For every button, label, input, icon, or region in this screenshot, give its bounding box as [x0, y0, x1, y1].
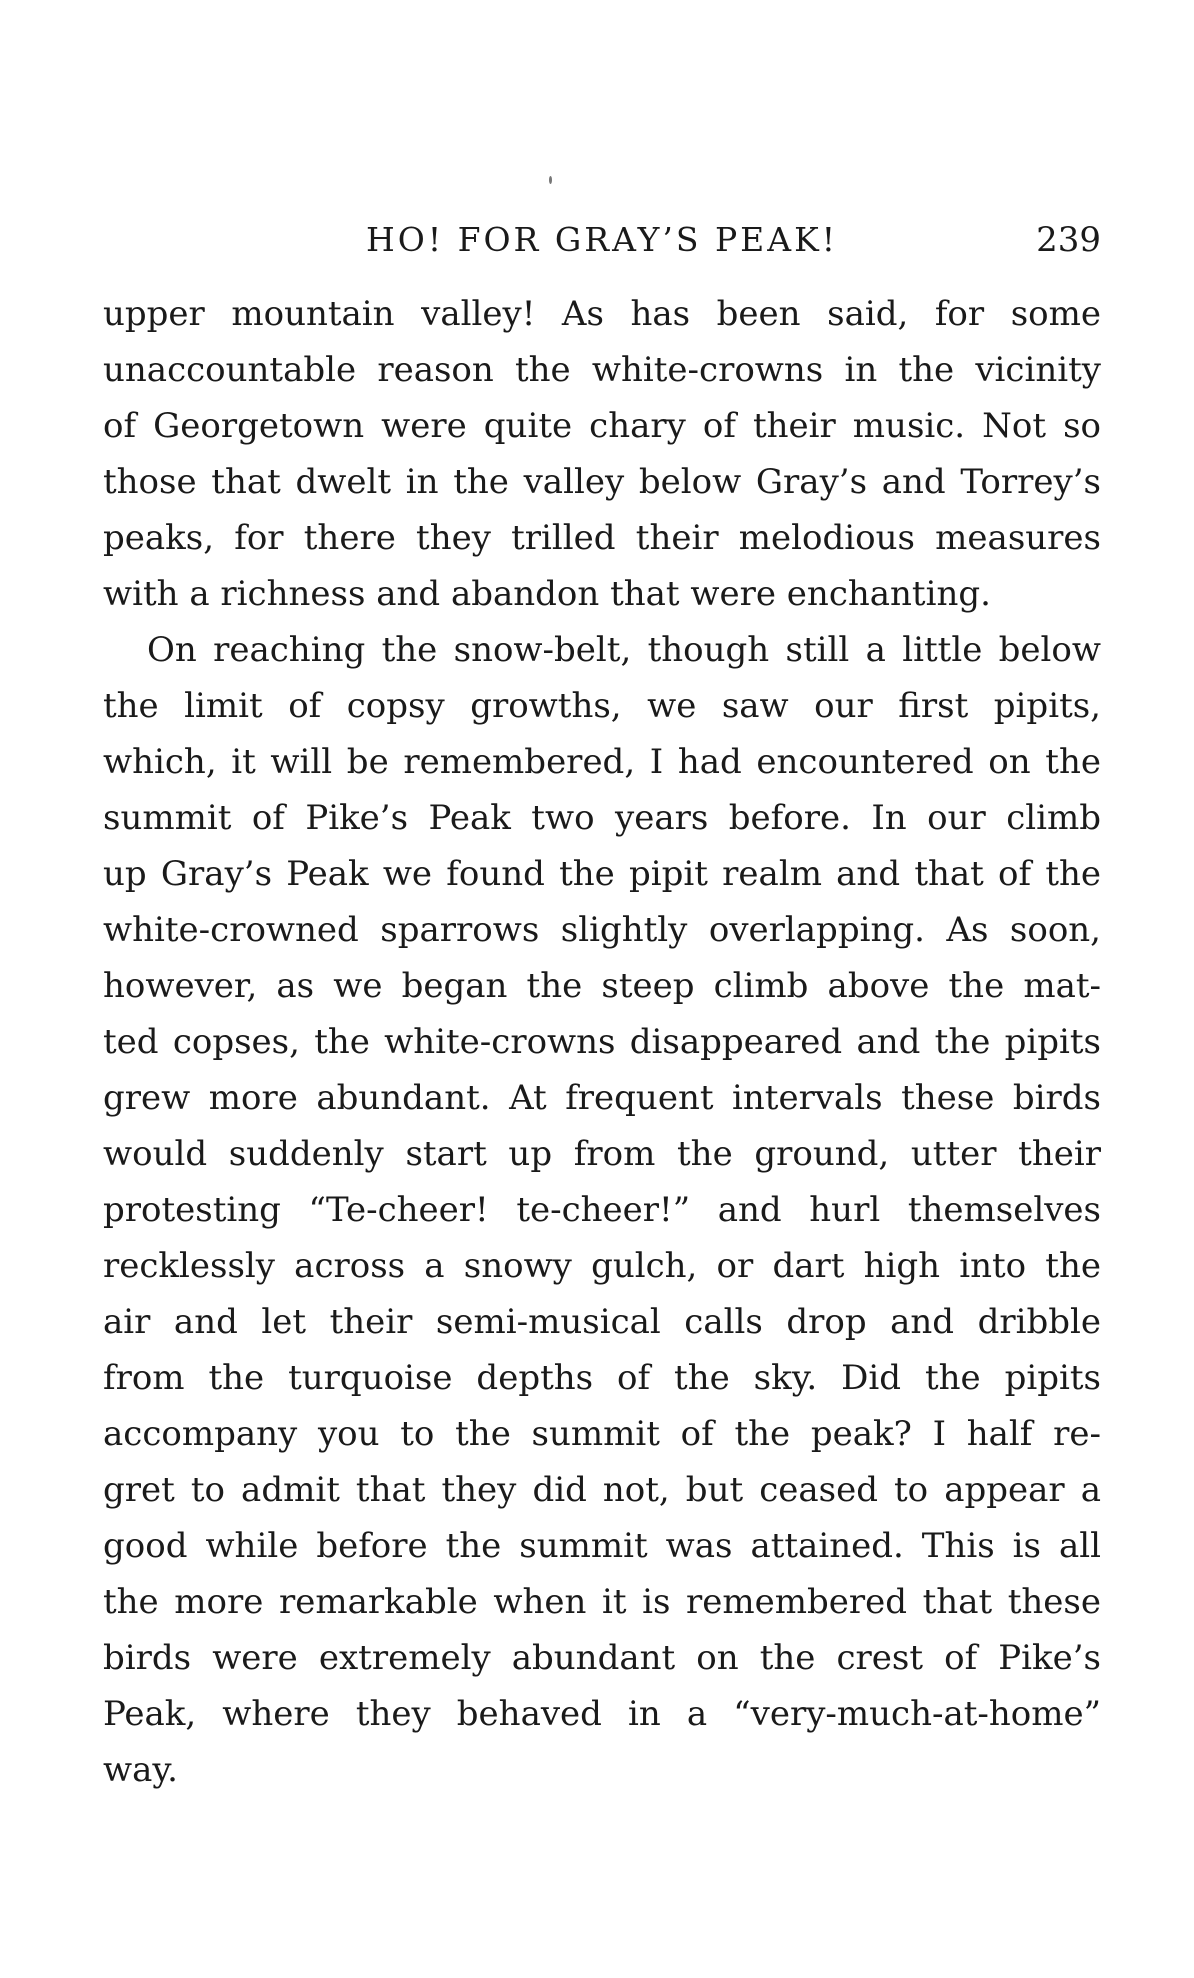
text-line: protesting “Te-cheer! te-cheer!” and hurl themselves: [103, 1190, 1101, 1230]
text-line: those that dwelt in the valley below Gray’s and Torrey’s: [103, 462, 1101, 502]
text-line: of Georgetown were quite chary of their music. Not so: [103, 406, 1101, 446]
text-line: with a richness and abandon that were enchanting.: [103, 574, 991, 614]
text-line: summit of Pike’s Peak two years before. In our climb: [103, 798, 1101, 838]
print-speck: [549, 176, 552, 184]
text-line: the more remarkable when it is remembered that these: [103, 1582, 1101, 1622]
running-title: HO! FOR GRAY’S PEAK!: [366, 220, 838, 259]
text-line: the limit of copsy growths, we saw our first pipits,: [103, 686, 1101, 726]
text-line: way.: [103, 1750, 178, 1790]
text-line: white-crowned sparrows slightly overlapping. As soon,: [103, 910, 1101, 950]
text-line: peaks, for there they trilled their melodious measures: [103, 518, 1101, 558]
text-line: On reaching the snow-belt, though still a little below: [147, 630, 1101, 670]
text-line: which, it will be remembered, I had encountered on the: [103, 742, 1101, 782]
text-line: air and let their semi-musical calls drop and dribble: [103, 1302, 1101, 1342]
text-line: ted copses, the white-crowns disappeared and the pipits: [103, 1022, 1101, 1062]
text-line: grew more abundant. At frequent intervals these birds: [103, 1078, 1101, 1118]
body-text: [103, 286, 1101, 1798]
text-line: birds were extremely abundant on the crest of Pike’s: [103, 1638, 1101, 1678]
text-line: recklessly across a snowy gulch, or dart high into the: [103, 1246, 1101, 1286]
text-line: upper mountain valley! As has been said, for some: [103, 294, 1101, 334]
text-line: Peak, where they behaved in a “very-much-at-home”: [103, 1694, 1101, 1734]
text-line: gret to admit that they did not, but ceased to appear a: [103, 1470, 1101, 1510]
running-head: [103, 212, 1101, 268]
text-line: good while before the summit was attained. This is all: [103, 1526, 1101, 1566]
text-line: from the turquoise depths of the sky. Did the pipits: [103, 1358, 1101, 1398]
text-line: would suddenly start up from the ground, utter their: [103, 1134, 1101, 1174]
text-line: however, as we began the steep climb above the mat-: [103, 966, 1101, 1006]
text-line: unaccountable reason the white-crowns in the vicinity: [103, 350, 1101, 390]
text-line: up Gray’s Peak we found the pipit realm and that of the: [103, 854, 1101, 894]
page-number: 239: [1036, 220, 1101, 260]
text-line: accompany you to the summit of the peak? I half re-: [103, 1414, 1101, 1454]
